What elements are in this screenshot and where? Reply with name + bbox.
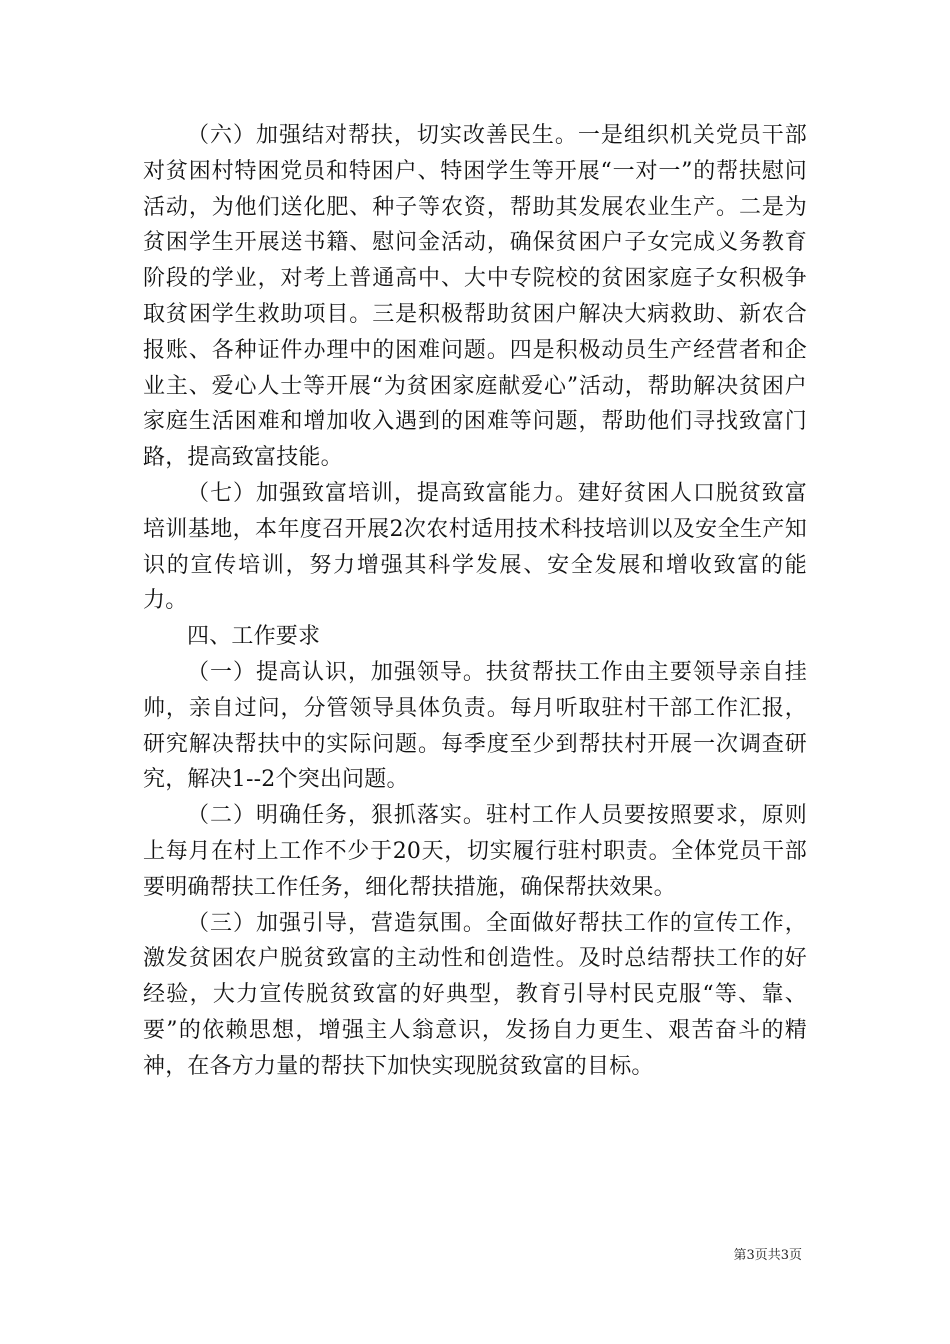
page-number: 第3页共3页 xyxy=(733,1248,802,1263)
paragraph-seven-wealth-training: （七）加强致富培训，提高致富能力。建好贫困人口脱贫致富培训基地，本年度召开展2次农村适用技术科技培训以及安全生产知识的宣传培训，努力增强其科学发展、安全发展和增收致富的能力。 xyxy=(143,480,807,614)
document-body xyxy=(143,118,807,1085)
paragraph-two-tasks: （二）明确任务，狠抓落实。驻村工作人员要按照要求，原则上每月在村上工作不少于20天，切实履行驻村职责。全体党员干部要明确帮扶工作任务，细化帮扶措施，确保帮扶效果。 xyxy=(143,803,807,900)
paragraph-six-pairing-assistance: （六）加强结对帮扶，切实改善民生。一是组织机关党员干部对贫困村特困党员和特困户、特困学生等开展“一对一”的帮扶慰问活动，为他们送化肥、种子等农资，帮助其发展农业生产。二是为贫困学生开展送书籍、慰问金活动，确保贫困户子女完成义务教育阶段的学业，对考上普通高中、大中专院校的贫困家庭子女积极争取贫困学生救助项目。三是积极帮助贫困户解决大病救助、新农合报账、各种证件办理中的困难问题。四是积极动员生产经营者和企业主、爱心人士等开展“为贫困家庭献爱心”活动，帮助解决贫困户家庭生活困难和增加收入遇到的困难等问题，帮助他们寻找致富门路，提高致富技能。 xyxy=(143,123,807,471)
section-heading-work-requirements: 四、工作要求 xyxy=(187,624,321,650)
paragraph-one-leadership: （一）提高认识，加强领导。扶贫帮扶工作由主要领导亲自挂帅，亲自过问，分管领导具体负责。每月听取驻村干部工作汇报，研究解决帮扶中的实际问题。每季度至少到帮扶村开展一次调查研究，解决1--2个突出问题。 xyxy=(143,659,807,793)
paragraph-three-guidance: （三）加强引导，营造氛围。全面做好帮扶工作的宣传工作，激发贫困农户脱贫致富的主动性和创造性。及时总结帮扶工作的好经验，大力宣传脱贫致富的好典型，教育引导村民克服“等、靠、要”的依赖思想，增强主人翁意识，发扬自力更生、艰苦奋斗的精神，在各方力量的帮扶下加快实现脱贫致富的目标。 xyxy=(143,910,807,1079)
